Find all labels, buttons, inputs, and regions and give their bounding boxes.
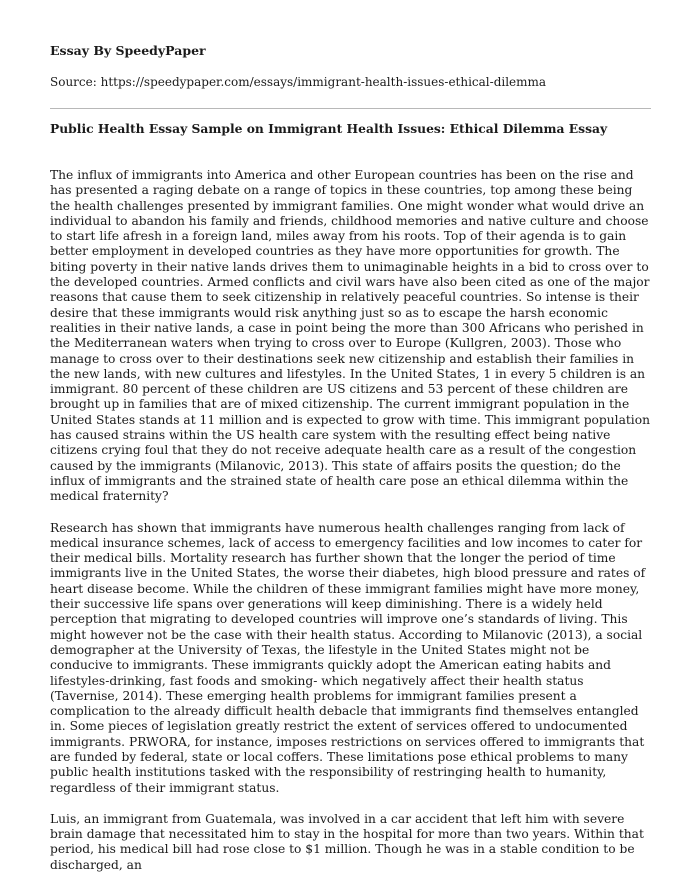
header-divider xyxy=(50,108,651,109)
source-line: Source: https://speedypaper.com/essays/immigrant-health-issues-ethical-dilemma xyxy=(50,75,547,89)
essay-paragraph-3: Luis, an immigrant from Guatemala, was involved in a car accident that left him with severe brain damage that necessitated him to stay in the hospital for more than two years. Within that period, his medical bill had rose close to $1 million. Though he was in a stable condition to be discharged, an xyxy=(50,811,644,872)
brand-heading: Essay By SpeedyPaper xyxy=(50,43,206,58)
essay-paragraph-2: Research has shown that immigrants have numerous health challenges ranging from lack of medical insurance schemes, lack of access to emergency facilities and low incomes to cater for their medical bills. Mortality research has further shown that the longer the period of time immigrants live in the United States, the worse their diabetes, high blood pressure and rates of heart disease become. While the children of these immigrant families might have more money, their successive life spans over generations will keep diminishing. There is a widely held perception that migrating to developed countries will improve one’s standards of living. This might however not be the case with their health status. According to Milanovic (2013), a social demographer at the University of Texas, the lifestyle in the United States might not be conducive to immigrants. These immigrants quickly adopt the American eating habits and lifestyles-drinking, fast foods and smoking- which negatively affect their health status (Tavernise, 2014). These emerging health problems for immigrant families present a complication to the already difficult health debacle that immigrants find themselves entangled in. Some pieces of legislation greatly restrict the extent of services offered to undocumented immigrants. PRWORA, for instance, imposes restrictions on services offered to immigrants that are funded by federal, state or local coffers. These limitations pose ethical problems to many public health institutions tasked with the responsibility of restringing health to humanity, regardless of their immigrant status. xyxy=(50,520,646,795)
essay-paragraph-1: The influx of immigrants into America and other European countries has been on the rise and has presented a raging debate on a range of topics in these countries, top among these being the health challenges presented by immigrant families. One might wonder what would drive an individual to abandon his family and friends, childhood memories and native culture and choose to start life afresh in a foreign land, miles away from his roots. Top of their agenda is to gain better employment in developed countries as they have more opportunities for growth. The biting poverty in their native lands drives them to unimaginable heights in a bid to cross over to the developed countries. Armed conflicts and civil wars have also been cited as one of the major reasons that cause them to seek citizenship in relatively peaceful countries. So intense is their desire that these immigrants would risk anything just so as to escape the harsh economic realities in their native lands, a case in point being the more than 300 Africans who perished in the Mediterranean waters when trying to cross over to Europe (Kullgren, 2003). Those who manage to cross over to their destinations seek new citizenship and establish their families in the new lands, with new cultures and lifestyles. In the United States, 1 in every 5 children is an immigrant. 80 percent of these children are US citizens and 53 percent of these children are brought up in families that are of mixed citizenship. The current immigrant population in the United States stands at 11 million and is expected to grow with time. This immigrant population has caused strains within the US health care system with the resulting effect being native citizens crying foul that they do not receive adequate health care as a result of the congestion caused by the immigrants (Milanovic, 2013). This state of affairs posits the question; do the influx of immigrants and the strained state of health care pose an ethical dilemma within the medical fraternity? xyxy=(50,168,650,504)
essay-title: Public Health Essay Sample on Immigrant Health Issues: Ethical Dilemma Essay xyxy=(50,121,608,136)
essay-body xyxy=(50,168,651,873)
